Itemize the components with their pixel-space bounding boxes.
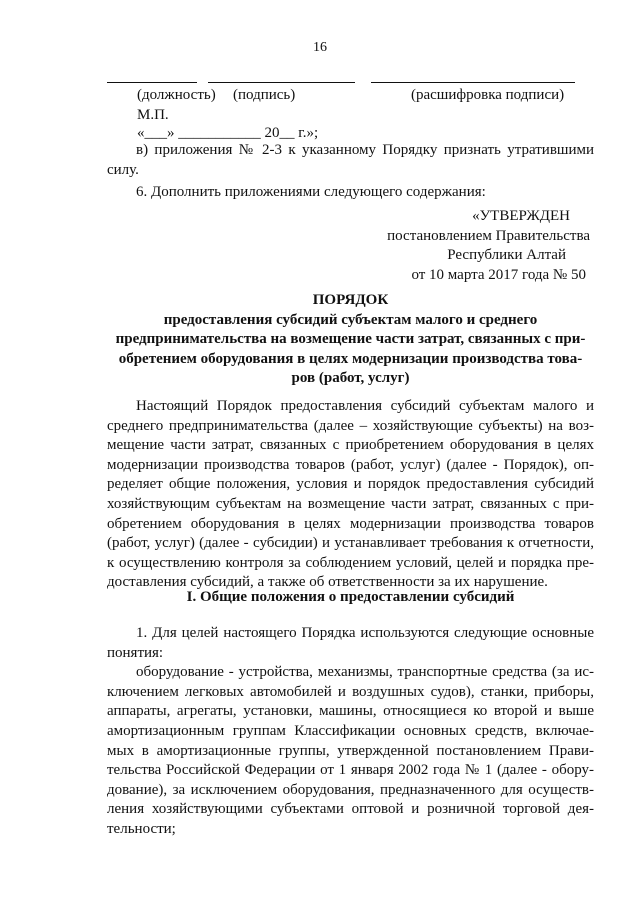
definition-line: амортизационным группам Классификации основных средств, включае- bbox=[107, 722, 594, 739]
preamble-line: доставления субсидий, а также об ответственности за их нарушение. bbox=[107, 574, 548, 591]
item-v-line: силу. bbox=[107, 161, 139, 178]
position-line bbox=[107, 82, 197, 83]
title-line: обретением оборудования в целях модернизации производства това- bbox=[118, 350, 583, 367]
item-v-line: в) приложения № 2-3 к указанному Порядку признать утратившими bbox=[136, 142, 594, 158]
decoding-label: (расшифровка подписи) bbox=[411, 87, 565, 103]
preamble-paragraph bbox=[107, 397, 594, 593]
section-heading: I. Общие положения о предоставлении субсидий bbox=[186, 589, 515, 605]
approval-line: постановлением Правительства bbox=[387, 227, 590, 244]
preamble-line: ределяет общие положения, условия и порядок предоставления субсидий bbox=[107, 476, 594, 493]
signature-line bbox=[208, 82, 355, 83]
page-number: 16 bbox=[313, 40, 327, 55]
signature-label: (подпись) bbox=[233, 87, 296, 103]
definition-line: дование), за исключением оборудования, предназначенного для осуществ- bbox=[107, 781, 594, 798]
date-line: «___» ___________ 20__ г.»; bbox=[137, 125, 319, 141]
preamble-line: обретением оборудования в целях модернизации производства товаров bbox=[107, 515, 594, 532]
definition-line: мых в амортизационные группы, утвержденной постановлением Прави- bbox=[107, 742, 594, 759]
title-line: предоставления субсидий субъектам малого и среднего bbox=[163, 311, 538, 328]
title-heading: ПОРЯДОК bbox=[312, 292, 389, 308]
section-1-content bbox=[107, 624, 594, 840]
item-6: 6. Дополнить приложениями следующего содержания: bbox=[136, 184, 486, 201]
preamble-line: модернизации производства товаров (работ, услуг) (далее - Порядок), оп- bbox=[107, 456, 594, 473]
item-1-line: 1. Для целей настоящего Порядка используются следующие основные bbox=[136, 625, 594, 641]
decoding-line bbox=[371, 82, 575, 83]
preamble-line: к осуществлению контроля за соблюдением условий, целей и порядка пре- bbox=[107, 554, 594, 571]
preamble-line: хозяйствующим субъектам на возмещение части затрат, связанных с при- bbox=[107, 495, 594, 512]
approval-line: от 10 марта 2017 года № 50 bbox=[411, 266, 586, 283]
item-1-line: понятия: bbox=[107, 644, 164, 661]
definition-line: тельства Российской Федерации от 1 января 2002 года № 1 (далее - обору- bbox=[107, 762, 594, 779]
approval-line: «УТВЕРЖДЕН bbox=[472, 208, 570, 224]
preamble-line: (работ, услуг) (далее - субсидии) и устанавливает требования к отчетности, bbox=[107, 535, 594, 552]
approval-line: Республики Алтай bbox=[447, 247, 566, 263]
preamble-line: среднего предпринимательства (далее – хозяйствующие субъекты) на воз- bbox=[107, 417, 594, 434]
preamble-line: мещение части затрат, связанных с приобретением оборудования в целях bbox=[107, 437, 594, 454]
preamble-line: Настоящий Порядок предоставления субсидий субъектам малого и bbox=[136, 398, 594, 414]
title-line: ров (работ, услуг) bbox=[291, 370, 410, 387]
approval-block bbox=[387, 207, 590, 285]
position-label: (должность) bbox=[137, 87, 216, 103]
seal-label: М.П. bbox=[137, 107, 169, 123]
document-title bbox=[107, 291, 594, 389]
definition-line: оборудование - устройства, механизмы, транспортные средства (за ис- bbox=[136, 664, 594, 681]
title-line: предпринимательства на возмещение части затрат, связанных с при- bbox=[115, 331, 586, 348]
definition-line: ления хозяйствующими субъектами оптовой и розничной торговой дея- bbox=[107, 801, 594, 818]
definition-line: ключением легковых автомобилей и воздушных судов), станки, приборы, bbox=[107, 683, 594, 700]
definition-line: аппараты, агрегаты, установки, машины, относящиеся ко второй и выше bbox=[107, 703, 594, 720]
definition-line: тельности; bbox=[107, 820, 176, 837]
intro-block bbox=[107, 141, 594, 203]
